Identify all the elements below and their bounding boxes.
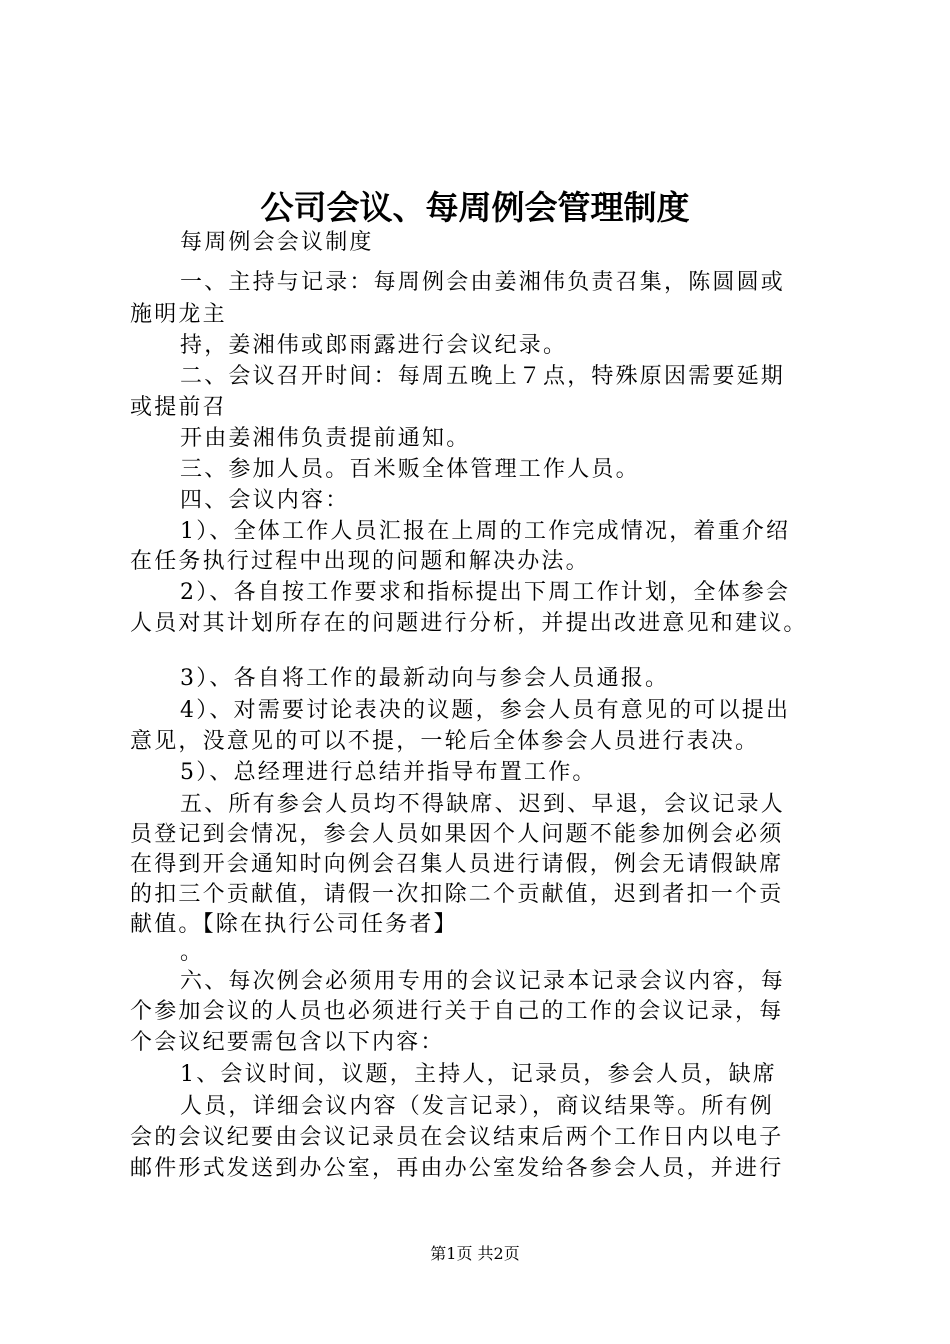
text-line: 3）、各自将工作的最新动向与参会人员通报。	[180, 666, 670, 691]
text-line: 五、所有参会人员均不得缺席、迟到、早退，会议记录人	[180, 792, 786, 817]
text-line: 六、每次例会必须用专用的会议记录本记录会议内容，每	[180, 969, 786, 994]
text-line: 四、会议内容：	[180, 488, 350, 513]
text-line: 2）、各自按工作要求和指标提出下周工作计划，全体参会	[180, 580, 791, 605]
text-line: 个参加会议的人员也必须进行关于自己的工作的会议记录，每	[130, 999, 784, 1024]
text-line: 三、参加人员。百米贩全体管理工作人员。	[180, 457, 640, 482]
text-line: 在任务执行过程中出现的问题和解决办法。	[130, 549, 590, 574]
text-line: 4）、对需要讨论表决的议题，参会人员有意见的可以提出	[180, 698, 791, 723]
text-line: 会的会议纪要由会议记录员在会议结束后两个工作日内以电子	[130, 1125, 784, 1150]
text-line: 人员对其计划所存在的问题进行分析，并提出改进意见和建议。	[130, 611, 808, 636]
text-line: 献值。【除在执行公司任务者】	[130, 912, 458, 937]
text-line: 个会议纪要需包含以下内容：	[130, 1030, 445, 1055]
text-line: 。	[180, 940, 205, 965]
document-title: 公司会议、每周例会管理制度	[260, 188, 690, 227]
text-line: 持，姜湘伟或郎雨露进行会议纪录。	[180, 333, 568, 358]
text-line: 开由姜湘伟负责提前通知。	[180, 426, 471, 451]
page-footer: 第1页 共2页	[430, 1244, 520, 1263]
text-line: 员登记到会情况，参会人员如果因个人问题不能参加例会必须	[130, 822, 784, 847]
text-line: 邮件形式发送到办公室，再由办公室发给各参会人员，并进行	[130, 1156, 784, 1181]
text-line: 施明龙主	[130, 302, 227, 327]
text-line: 或提前召	[130, 395, 227, 420]
text-line: 一、主持与记录：每周例会由姜湘伟负责召集，陈圆圆或	[180, 270, 786, 295]
text-line: 在得到开会通知时向例会召集人员进行请假，例会无请假缺席	[130, 852, 784, 877]
text-line: 人员，详细会议内容（发言记录），商议结果等。所有例	[180, 1094, 775, 1119]
text-line: 的扣三个贡献值，请假一次扣除二个贡献值，迟到者扣一个贡	[130, 882, 784, 907]
text-line: 5）、总经理进行总结并指导布置工作。	[180, 760, 597, 785]
text-line: 1、会议时间，议题，主持人，记录员，参会人员，缺席	[180, 1062, 777, 1087]
text-line: 每周例会会议制度	[180, 230, 374, 255]
text-line: 意见，没意见的可以不提，一轮后全体参会人员进行表决。	[130, 729, 760, 754]
text-line: 1）、全体工作人员汇报在上周的工作完成情况，着重介绍	[180, 519, 791, 544]
text-line: 二、会议召开时间：每周五晚上７点，特殊原因需要延期	[180, 364, 786, 389]
